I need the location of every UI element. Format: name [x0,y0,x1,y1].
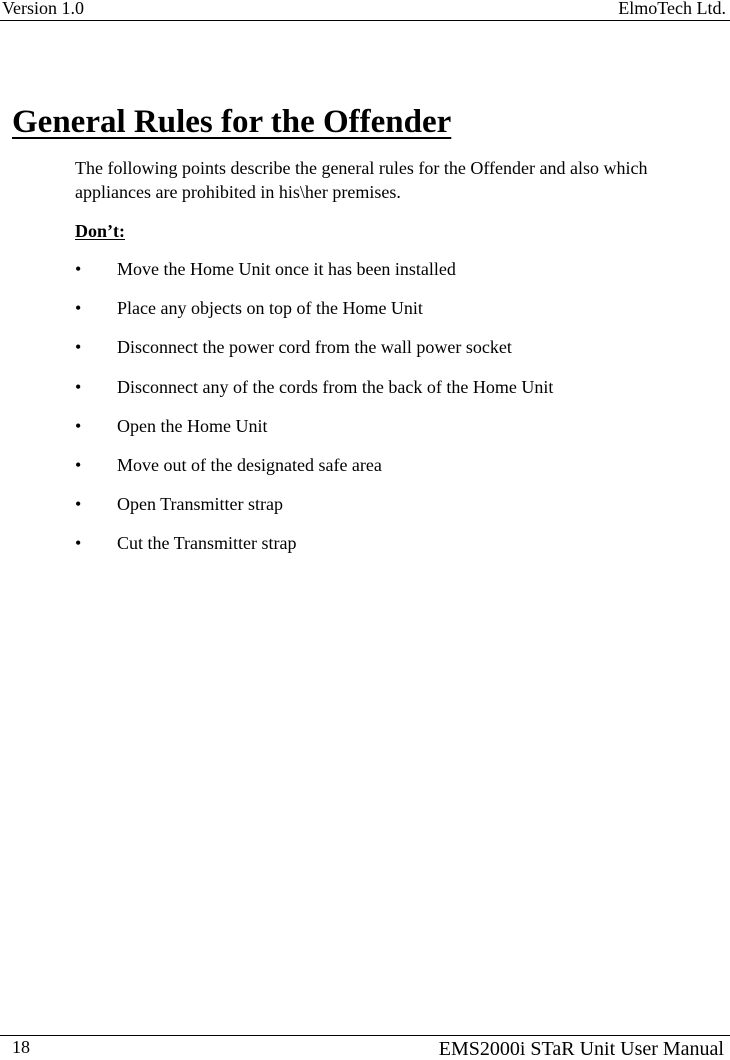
rule-text: Cut the Transmitter strap [117,533,297,554]
bullet-icon: • [75,494,82,515]
bullet-icon: • [75,298,82,319]
rule-text: Move out of the designated safe area [117,454,382,475]
rule-text: Place any objects on top of the Home Unit [117,298,423,319]
bullet-icon: • [75,259,82,279]
bullet-icon: • [75,454,82,475]
rule-text: Disconnect any of the cords from the back of the Home Unit [117,376,554,397]
rule-text: Move the Home Unit once it has been installed [117,259,456,279]
bullet-icon: • [75,415,82,436]
section-title: General Rules for the Offender [12,104,452,140]
bullet-icon: • [75,337,82,358]
page-number: 18 [12,1037,30,1057]
donts-label: Don’t: [75,221,125,241]
bullet-icon: • [75,533,82,554]
bullet-icon: • [75,376,82,397]
version-label: Version 1.0 [2,0,84,18]
page-footer [0,1035,730,1060]
page-header [0,0,730,21]
rule-text: Disconnect the power cord from the wall power socket [117,337,512,358]
rule-text: Open Transmitter strap [117,494,283,515]
manual-title: EMS2000i STaR Unit User Manual [438,1038,724,1060]
rule-text: Open the Home Unit [117,415,268,436]
intro-paragraph: The following points describe the general rules for the Offender and also which appliances are prohibited in his\her premises. [75,158,648,202]
company-name: ElmoTech Ltd. [618,0,726,18]
